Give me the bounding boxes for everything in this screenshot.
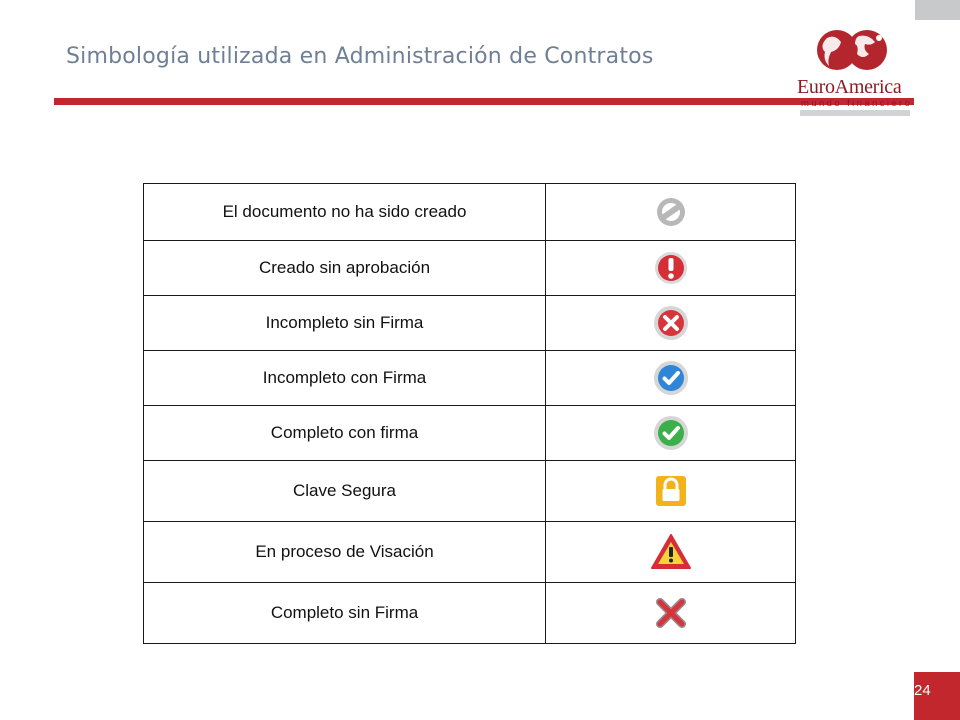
slide-title: Simbología utilizada en Administración de Contratos: [66, 44, 654, 69]
logo-tagline: mundo financiero: [801, 98, 913, 109]
green-check-circle-icon: [652, 414, 690, 452]
blue-check-circle-icon: [652, 359, 690, 397]
title-underline-bar: [54, 98, 914, 105]
symbology-table: [143, 183, 796, 644]
warning-triangle-icon: [650, 533, 692, 571]
table-row: [144, 583, 796, 644]
table-row: [144, 184, 796, 241]
row-label: Incompleto sin Firma: [144, 296, 546, 351]
globe-logo-icon: [797, 28, 913, 78]
row-label: Clave Segura: [144, 461, 546, 522]
page-number-badge: [914, 672, 960, 720]
table-row: [144, 296, 796, 351]
row-label: En proceso de Visación: [144, 522, 546, 583]
table-row: [144, 522, 796, 583]
logo-underline: [800, 110, 910, 116]
row-label: Incompleto con Firma: [144, 351, 546, 406]
row-label: Completo con firma: [144, 406, 546, 461]
table-row: [144, 351, 796, 406]
red-x-circle-icon: [652, 304, 690, 342]
lock-icon: [654, 474, 688, 508]
corner-decoration: [915, 0, 960, 20]
row-label: El documento no ha sido creado: [144, 184, 546, 241]
red-x-icon: [653, 595, 689, 631]
euroamerica-logo: [797, 28, 913, 118]
not-created-icon: [654, 195, 688, 229]
row-label: Creado sin aprobación: [144, 241, 546, 296]
table-row: [144, 406, 796, 461]
page-number: 24: [914, 682, 931, 699]
row-label: Completo sin Firma: [144, 583, 546, 644]
logo-name: EuroAmerica: [797, 76, 902, 98]
table-row: [144, 241, 796, 296]
table-row: [144, 461, 796, 522]
exclamation-icon: [653, 250, 689, 286]
